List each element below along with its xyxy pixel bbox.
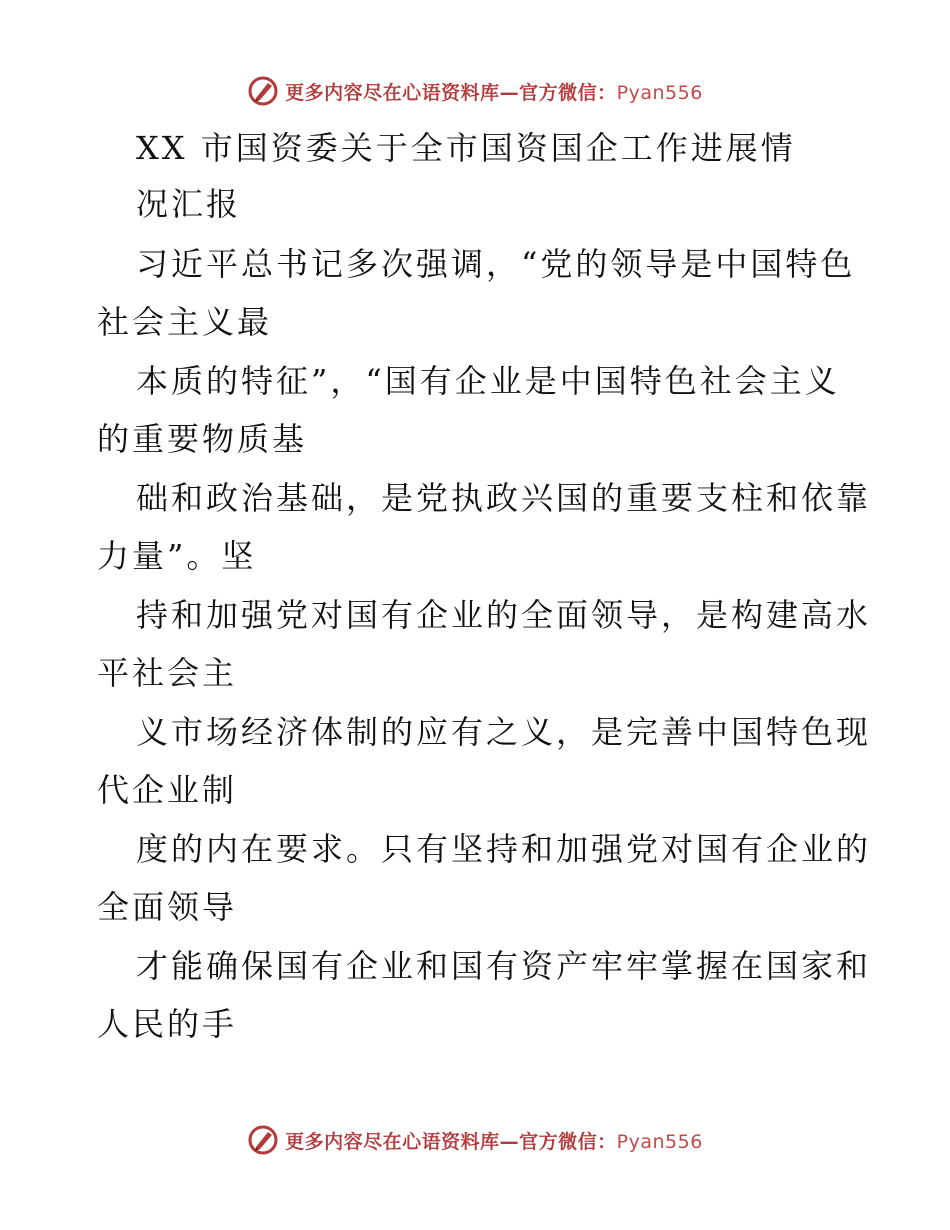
- footer-banner: [0, 1120, 950, 1160]
- text-line: 人民的手: [97, 1005, 238, 1043]
- text-line: 社会主义最: [97, 303, 273, 341]
- text-line: 况汇报: [136, 185, 242, 223]
- text-line: 义市场经济体制的应有之义，是完善中国特色现: [136, 713, 872, 751]
- header-banner: [0, 71, 950, 111]
- text-line: 代企业制: [97, 771, 238, 809]
- pen-logo-icon: [247, 75, 279, 107]
- text-line: 度的内在要求。只有坚持和加强党对国有企业的: [136, 830, 872, 868]
- text-line: 习近平总书记多次强调，“党的领导是中国特色: [136, 245, 856, 283]
- text-line: 全面领导: [97, 888, 238, 926]
- wechat-id: Pyan556: [616, 1130, 703, 1153]
- banner-text: 更多内容尽在心语资料库—官方微信：Pyan556: [285, 1130, 703, 1153]
- text-line: 础和政治基础，是党执政兴国的重要支柱和依靠: [136, 479, 872, 517]
- text-line: 本质的特征”，“国有企业是中国特色社会主义: [136, 362, 840, 400]
- text-line: 力量”。坚: [97, 537, 257, 575]
- text-line: XX 市国资委关于全市国资国企工作进展情: [136, 129, 796, 167]
- wechat-id: Pyan556: [616, 81, 703, 104]
- banner-text: 更多内容尽在心语资料库—官方微信：Pyan556: [285, 81, 703, 104]
- text-line: 的重要物质基: [97, 420, 308, 458]
- text-line: 平社会主: [97, 654, 238, 692]
- text-line: 才能确保国有企业和国有资产牢牢掌握在国家和: [136, 947, 872, 985]
- pen-logo-icon: [247, 1124, 279, 1156]
- text-line: 持和加强党对国有企业的全面领导，是构建高水: [136, 596, 872, 634]
